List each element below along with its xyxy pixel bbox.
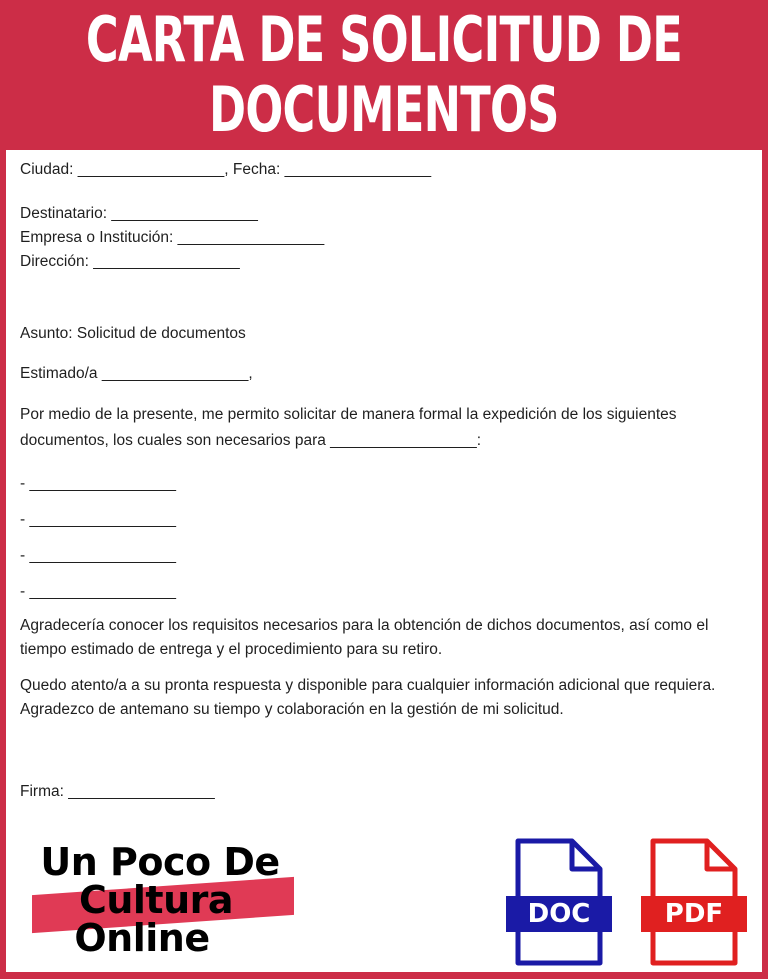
company-line: Empresa o Institución: _________________ [20, 229, 325, 246]
document-item-text: - _________________ [20, 547, 177, 564]
site-logo[interactable] [24, 840, 304, 965]
page-header [0, 0, 768, 150]
logo-line-3: Online [74, 916, 210, 960]
logo-line-1: Un Poco De [40, 840, 280, 884]
document-item [20, 544, 740, 580]
letter-template-page [6, 150, 762, 972]
signature-line: Firma: _________________ [20, 783, 215, 800]
document-item [20, 472, 740, 508]
title-line-1: CARTA DE SOLICITUD DE [85, 3, 683, 76]
closing-paragraph: Quedo atento/a a su pronta respuesta y disponible para cualquier información adicional que requiera. Agradezco de antemano su tiempo y colaboración en la gestión de mi solicitud. [20, 677, 716, 718]
download-doc-button[interactable] [506, 838, 612, 968]
document-item [20, 580, 740, 614]
letter-body [20, 158, 740, 804]
document-item-text: - _________________ [20, 511, 177, 528]
subject-line: Asunto: Solicitud de documentos [20, 325, 246, 342]
document-item-text: - _________________ [20, 475, 177, 492]
title-line-2: DOCUMENTOS [209, 73, 559, 146]
greeting-line: Estimado/a _________________, [20, 365, 253, 382]
footer [6, 840, 762, 972]
requirements-paragraph: Agradecería conocer los requisitos necesarios para la obtención de dichos documentos, así como el tiempo estimado de entrega y el procedimiento para su retiro. [20, 617, 709, 658]
pdf-label: PDF [664, 899, 724, 929]
city-date-line: Ciudad: _________________, Fecha: _________________ [20, 161, 432, 178]
recipient-line: Destinatario: _________________ [20, 205, 258, 222]
document-item-text: - _________________ [20, 583, 177, 600]
download-pdf-button[interactable] [641, 838, 747, 968]
doc-label: DOC [527, 899, 591, 929]
logo-line-2: Cultura [78, 878, 234, 922]
intro-paragraph: Por medio de la presente, me permito solicitar de manera formal la expedición de los siguientes documentos, los cuales son necesarios para _________________: [20, 406, 677, 449]
address-line: Dirección: _________________ [20, 253, 240, 270]
document-item [20, 508, 740, 544]
